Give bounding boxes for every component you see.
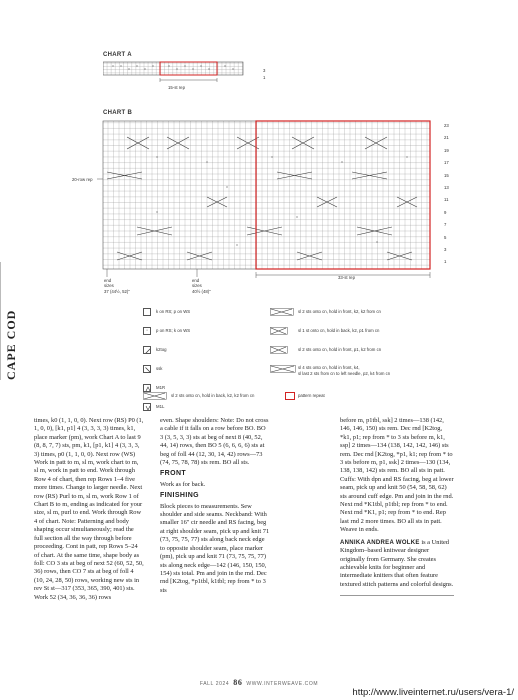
text-column-1 (34, 417, 144, 602)
chart-b-row-21: 21 (444, 135, 449, 141)
chart-a-rep-label: 15-st rep (168, 85, 185, 90)
chart-b-row-19: 19 (444, 147, 449, 153)
chart-a-row-3: 3 (263, 68, 266, 73)
chart-a-row-1: 1 (263, 75, 266, 80)
chart-b-row-9: 9 (444, 209, 447, 215)
key-label: k on RS; p on WS (156, 309, 191, 314)
section-side-tab (0, 262, 23, 380)
chart-b-row-rep-label: 20-row rep (72, 177, 93, 182)
chart-b-row-11: 11 (444, 197, 449, 203)
cable-2-1-2-icon (270, 365, 296, 373)
finishing-paragraph: Block pieces to measurements. Sew shoulder and side seams. Neckband: With smaller 16" cir needle and RS facing, beg at right shoulder seam, pick up and knit 71 (73, 75, 75, 77) sts along back neck edge to opposite shoulder seam, place marker (pm), pick up and knit 71 (73, 75, 75, 77) sts along neck edge—142 (146, 150, 150, 154) sts total. Pm and join in the rnd. Dec rnd [K2tog, *p1tbl, k1tbl; rep from * to 3 sts (160, 502, 270, 594)
cable-2-2-icon (270, 308, 294, 316)
chart-a-title: CHART A (103, 52, 132, 58)
key-label: p on RS; k on WS (156, 328, 191, 333)
page-footer (0, 678, 518, 687)
watermark-url[interactable]: http://www.liveinternet.ru/users/vera-1/ (352, 687, 514, 698)
key-label: sl 1 st onto cn, hold in back, k2, p1 from cn (298, 328, 380, 333)
chart-b-title: CHART B (103, 110, 133, 116)
chart-b-row-15: 15 (444, 172, 449, 178)
page-number: 86 (233, 678, 243, 687)
chart-b-row-7: 7 (444, 222, 447, 228)
key-label: k2tog (156, 347, 167, 352)
front-paragraph: Work as for back. (160, 480, 206, 488)
chart-b-grid (97, 117, 442, 287)
cross-1-2-icon (270, 327, 288, 335)
key-label: sl 2 sts onto cn, hold in back, k2, k2 from cn (171, 393, 255, 398)
m1l-icon (143, 403, 151, 411)
cable-2-2-back-icon (143, 392, 167, 400)
chart-b-row-23: 23 (444, 123, 449, 128)
front-heading: FRONT (160, 470, 187, 478)
cross-2-1-icon (270, 346, 288, 354)
designer-name: ANNIKA ANDREA WOLKE (340, 539, 420, 546)
footer-site: WWW.INTERWEAVE.COM (246, 681, 319, 687)
key-label: sl 2 sts onto cn, hold in front, k2, k2 from cn (298, 309, 381, 314)
key-label: M1L (156, 404, 165, 409)
chart-b-row-5: 5 (444, 234, 447, 240)
text-column-2 (160, 417, 270, 595)
text-column-3 (340, 417, 454, 596)
empty-square-icon (143, 308, 151, 316)
chart-b-end-left: end sizes 37 (44½, 52)" (104, 278, 130, 294)
section-tab-label: CAPE COD (4, 309, 18, 380)
instructions-paragraph: times, k0 (1, 1, 0, 0). Next row (RS) P0 (1, 1, 0, 0), [k1, p1] 4 (3, 3, 3, 3) times, k1, place marker (pm), work Chart A to last 9 (8, 8, 7, 7) sts, pm, k1, [p1, k1] 4 (3, 3, 3, 3) times, p0 (1, 1, 0, 0). Next row (WS) Work in patt to m, sl m, work chart to m, sl m, work in patt to end. Work through Row 4 of chart, then rep Rows 1–4 five more times. Change to larger needle. Next row (RS) Purl to m, sl m, work Row 1 of Chart B to m, ending as indicated for your size, sl m, purl to end. Work through Row 4 of chart. Note: Patterning and body shaping occur simultaneously; read the full section all the way through before proceeding. Cont in patt, rep Rows 5–24 of chart. At the same time, shape body as foll: CO 3 sts at beg of next 52 (60, 52, 50, 36) rows, then CO 7 sts at beg of foll 4 (10, 24, 28, 50) rows, working new sts in rev St st—317 (353, 365, 390, 401) sts. Work 52 (34, 36, 36, 36) rows (34, 417, 144, 601)
ssk-icon (143, 365, 151, 373)
designer-bio (340, 539, 454, 589)
chart-b-rep-label: 33-st rep (338, 275, 355, 280)
instructions-paragraph: even. Shape shoulders: Note: Do not cross a cable if it falls on a row before BO. BO 3 (3, 5, 3, 3) sts at beg of next 8 (40, 52, 44, 14) rows, then BO 5 (6, 6, 6, 6) sts at beg of foll 44 (12, 30, 14, 42) rows—73 (74, 75, 78, 78) sts rem. BO all sts. (160, 417, 269, 467)
pattern-repeat-icon (285, 392, 295, 400)
divider (340, 595, 454, 596)
key-label: sl 2 sts onto cn, hold in front, p1, k2 from cn (298, 347, 382, 352)
key-label: sl 4 sts onto cn, hold in front, k4, sl last 2 sts from cn to left needle, p2, k4 from cn (298, 365, 391, 376)
chart-b-row-1: 1 (444, 259, 447, 265)
dot-square-icon: · (143, 327, 151, 335)
m1r-icon (143, 384, 151, 392)
chart-b-row-3: 3 (444, 246, 447, 252)
key-label: M1R (156, 385, 166, 390)
chart-b-row-numbers (444, 123, 458, 272)
chart-b-row-13: 13 (444, 184, 449, 190)
key-label: ssk (156, 366, 163, 371)
instructions-paragraph: before m, p1tbl, ssk] 2 times—138 (142, 146, 146, 150) sts rem. Dec rnd [K2tog, *k1, p1; rep from * to 3 sts before m, k1, ssp] 2 times—134 (138, 142, 142, 146) sts rem. Dec rnd [K2tog, *p1, k1; rep from * to 3 sts before m, p1, ssk] 2 times—130 (134, 138, 138, 142) sts rem. BO all sts in patt. Cuffs: With dpn and RS facing, beg at lower seam, pick up and knit 50 (54, 58, 58, 62) sts around cuff edge. Pm and join in the rnd. Next rnd *K1tbl, p1tbl; rep from * to end. Next rnd *K1, p1; rep from * to end. Rep last rnd 2 more times. BO all sts in patt. Weave in ends. (340, 417, 454, 534)
finishing-heading: FINISHING (160, 492, 199, 500)
chart-b-end-mid: end sizes 40½ (48)" (192, 278, 211, 294)
k2tog-icon (143, 346, 151, 354)
footer-season: FALL 2024 (199, 681, 230, 687)
chart-b-row-17: 17 (444, 160, 449, 166)
designer-bio-text: is a United Kingdom–based knitwear designer originally from Germany. She creates achievable knits for beginner and intermediate knitters that often feature textured stitch patterns and colorful designs. (340, 538, 454, 588)
key-label: pattern repeat (298, 393, 325, 398)
